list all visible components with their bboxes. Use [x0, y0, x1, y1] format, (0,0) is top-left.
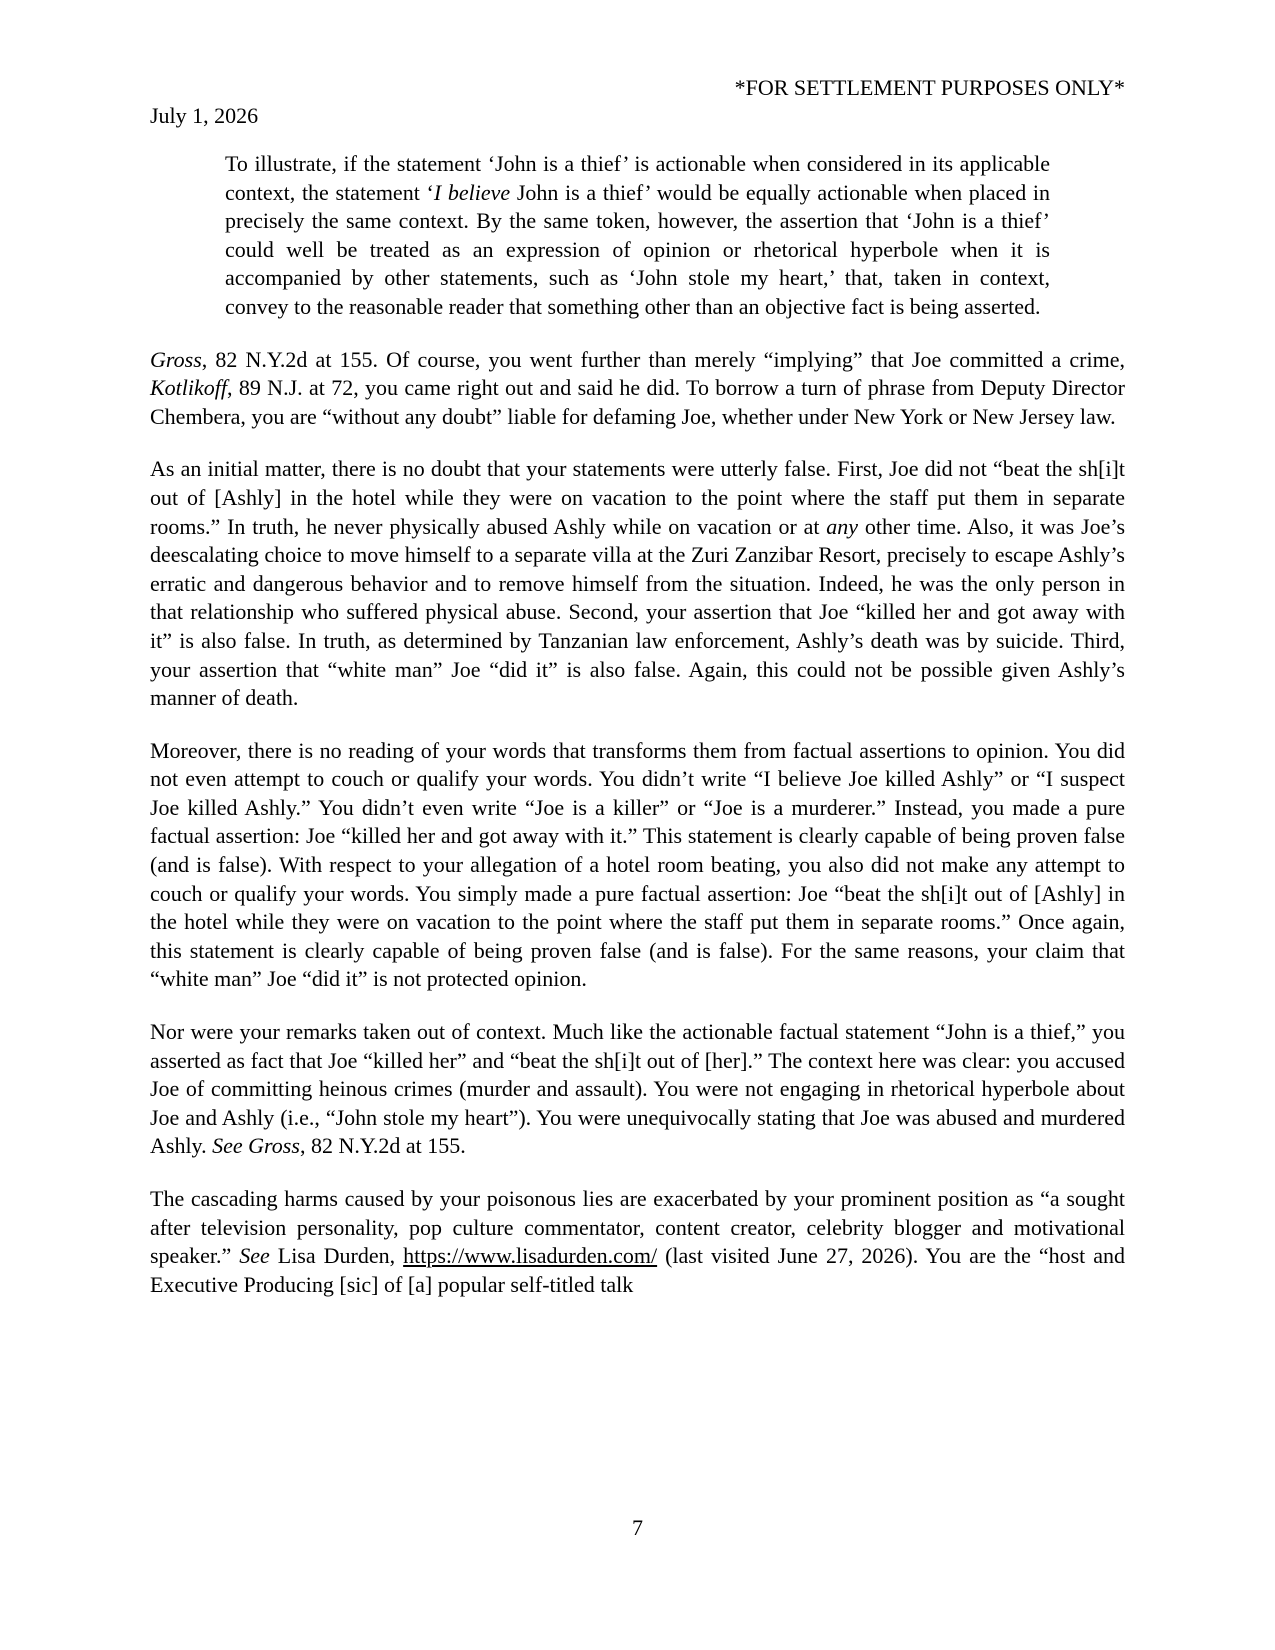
- block-quote: [225, 150, 1050, 322]
- settlement-notice: *FOR SETTLEMENT PURPOSES ONLY*: [734, 75, 1125, 100]
- page-number: 7: [632, 1515, 643, 1540]
- case-citation: Gross: [150, 346, 202, 372]
- paragraph-5-text-3: (last visited June 27, 2026). You are the “host and Executive Producing [sic] of [a] popular self-titled talk: [150, 1243, 1126, 1297]
- quote-italic: I believe: [433, 179, 511, 205]
- paragraph-5-text-2: Lisa Durden,: [269, 1243, 404, 1269]
- paragraph-4-text-1: Nor were your remarks taken out of context. Much like the actionable factual statement “John is a thief,” you asserted as fact that Joe “killed her” and “beat the sh[i]t out of [her].” The context here was clear: you accused Joe of committing heinous crimes (murder and assault). You were not engaging in rhetorical hyperbole about Joe and Ashly (i.e., “John stole my heart”). You were unequivocally stating that Joe was abused and murdered Ashly.: [150, 1019, 1125, 1159]
- letter-body: [150, 150, 1125, 1323]
- paragraph-1-text-1: , 82 N.Y.2d at 155. Of course, you went further than merely “implying” that Joe committed a crime,: [201, 346, 1125, 372]
- paragraph-4-text-2: , 82 N.Y.2d at 155.: [299, 1133, 466, 1159]
- quote-text-2: John is a thief’ would be equally actionable when placed in precisely the same context. By the same token, however, the assertion that ‘John is a thief’ could well be treated as an expression of opinion or rhetorical hyperbole when it is accompanied by other statements, such as ‘John stole my heart,’ that, taken in context, convey to the reasonable reader that something other than an objective fact is being asserted.: [225, 179, 1050, 319]
- paragraph-1: [150, 346, 1125, 432]
- paragraph-5-text-1: The cascading harms caused by your poisonous lies are exacerbated by your prominent position as “a sought after television personality, pop culture commentator, content creator, celebrity blogger and motivational speaker.”: [150, 1186, 1125, 1269]
- paragraph-2: [150, 455, 1125, 712]
- paragraph-5: [150, 1185, 1125, 1299]
- paragraph-2-text-1: As an initial matter, there is no doubt that your statements were utterly false. First, Joe did not “beat the sh[i]t out of [Ashly] in the hotel while they were on vacation to the point where the staff put them in separate rooms.” In truth, he never physically abused Ashly while on vacation or at: [150, 456, 1125, 539]
- website-link[interactable]: https://www.lisadurden.com/: [403, 1243, 658, 1269]
- emphasis: any: [826, 513, 859, 539]
- letter-date: July 1, 2026: [150, 103, 259, 128]
- paragraph-1-text-2: , 89 N.J. at 72, you came right out and said he did. To borrow a turn of phrase from Deputy Director Chembera, you are “without any doubt” liable for defaming Joe, whether under New York or New Jersey law.: [150, 375, 1125, 429]
- paragraph-2-text-2: other time. Also, it was Joe’s deescalating choice to move himself to a separate villa at the Zuri Zanzibar Resort, precisely to escape Ashly’s erratic and dangerous behavior and to remove himself from the situation. Indeed, he was the only person in that relationship who suffered physical abuse. Second, your assertion that Joe “killed her and got away with it” is also false. In truth, as determined by Tanzanian law enforcement, Ashly’s death was by suicide. Third, your assertion that “white man” Joe “did it” is also false. Again, this could not be possible given Ashly’s manner of death.: [150, 513, 1126, 711]
- quote-text-1: To illustrate, if the statement ‘John is a thief’ is actionable when considered in its applicable context, the statement ‘: [225, 151, 1050, 205]
- paragraph-3: Moreover, there is no reading of your words that transforms them from factual assertions to opinion. You did not even attempt to couch or qualify your words. You didn’t write “I believe Joe killed Ashly” or “I suspect Joe killed Ashly.” You didn’t even write “Joe is a killer” or “Joe is a murderer.” Instead, you made a pure factual assertion: Joe “killed her and got away with it.” This statement is clearly capable of being proven false (and is false). With respect to your allegation of a hotel room beating, you also did not make any attempt to couch or qualify your words. You simply made a pure factual assertion: Joe “beat the sh[i]t out of [Ashly] in the hotel while they were on vacation to the point where the staff put them in separate rooms.” Once again, this statement is clearly capable of being proven false (and is false). For the same reasons, your claim that “white man” Joe “did it” is not protected opinion.: [150, 737, 1125, 992]
- case-citation: See Gross: [212, 1133, 300, 1159]
- case-citation: Kotlikoff: [150, 375, 227, 401]
- see-signal: See: [239, 1243, 270, 1269]
- paragraph-4: [150, 1018, 1125, 1161]
